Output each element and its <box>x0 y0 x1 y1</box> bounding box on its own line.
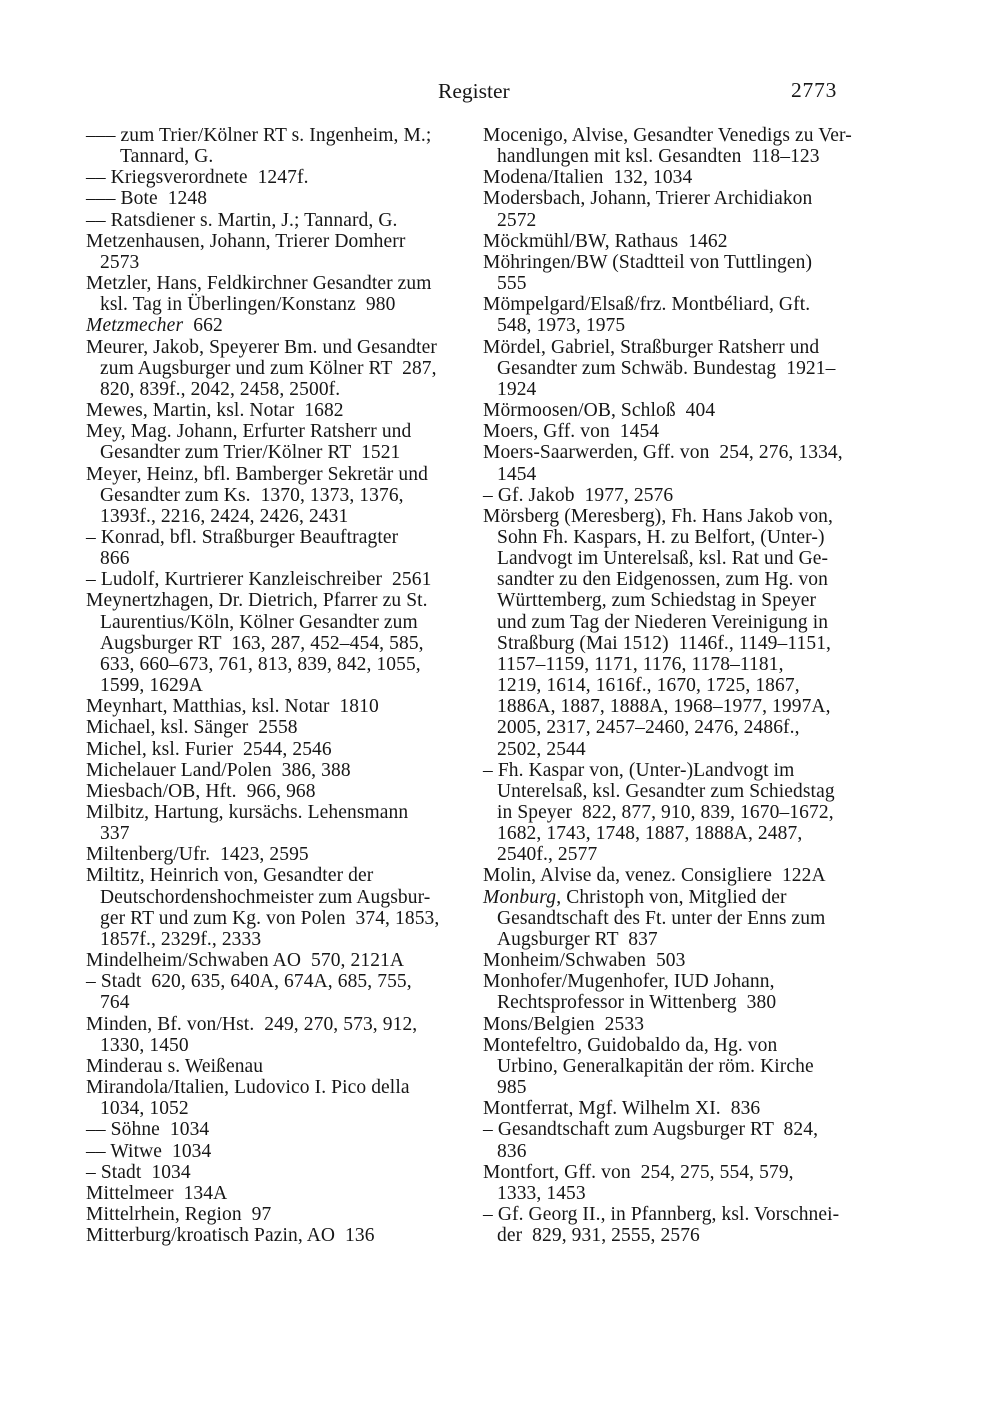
index-line: Metzmecher 662 <box>86 315 223 337</box>
index-line: 1157–1159, 1171, 1176, 1178–1181, <box>497 653 784 675</box>
index-line: –– Söhne 1034 <box>86 1119 210 1141</box>
index-line: Monburg, Christoph von, Mitglied der <box>483 886 787 908</box>
index-line: 2573 <box>100 251 140 273</box>
page-number: 2773 <box>791 78 838 102</box>
index-line: handlungen mit ksl. Gesandten 118–123 <box>497 146 820 168</box>
index-line: ksl. Tag in Überlingen/Konstanz 980 <box>100 294 396 316</box>
index-line: Tannard, G. <box>120 146 214 168</box>
index-line: Michel, ksl. Furier 2544, 2546 <box>86 738 332 760</box>
index-line: Meynertzhagen, Dr. Dietrich, Pfarrer zu St. <box>86 590 428 612</box>
index-line: –– Kriegsverordnete 1247f. <box>86 167 309 189</box>
index-line: 985 <box>497 1077 527 1099</box>
index-column-right <box>483 125 919 1246</box>
index-line: Urbino, Generalkapitän der röm. Kirche <box>497 1055 814 1077</box>
index-line: Mitterburg/kroatisch Pazin, AO 136 <box>86 1225 375 1247</box>
index-line: zum Augsburger und zum Kölner RT 287, <box>100 357 437 379</box>
index-line: Mewes, Martin, ksl. Notar 1682 <box>86 400 344 422</box>
index-line: Monhofer/Mugenhofer, IUD Johann, <box>483 971 775 993</box>
index-line-italic-lead: Metzmecher <box>86 315 184 337</box>
index-line: Mömpelgard/Elsaß/frz. Montbéliard, Gft. <box>483 294 811 316</box>
index-line: Mirandola/Italien, Ludovico I. Pico della <box>86 1077 410 1099</box>
index-line: – Gesandtschaft zum Augsburger RT 824, <box>483 1119 819 1141</box>
index-line: 1393f., 2216, 2424, 2426, 2431 <box>100 505 349 527</box>
index-line: Meynhart, Matthias, ksl. Notar 1810 <box>86 696 379 718</box>
index-line: 820, 839f., 2042, 2458, 2500f. <box>100 378 341 400</box>
index-line: Montefeltro, Guidobaldo da, Hg. von <box>483 1034 778 1056</box>
index-line: Miesbach/OB, Hft. 966, 968 <box>86 780 316 802</box>
index-line: Augsburger RT 163, 287, 452–454, 585, <box>100 632 424 654</box>
index-line: Monheim/Schwaben 503 <box>483 950 686 972</box>
index-line: 1454 <box>497 463 537 485</box>
index-line: – Ludolf, Kurtrierer Kanzleischreiber 2561 <box>86 569 432 591</box>
index-line: 1599, 1629A <box>100 675 203 697</box>
index-line: – Fh. Kaspar von, (Unter-)Landvogt im <box>483 759 795 781</box>
index-line: Unterelsaß, ksl. Gesandter zum Schiedstag <box>497 780 835 802</box>
index-line: Meyer, Heinz, bfl. Bamberger Sekretär und <box>86 463 428 485</box>
index-line: Montferrat, Mgf. Wilhelm XI. 836 <box>483 1098 761 1120</box>
index-line: Miltitz, Heinrich von, Gesandter der <box>86 865 374 887</box>
index-line: Moers-Saarwerden, Gff. von 254, 276, 1334, <box>483 442 843 464</box>
index-line: Straßburg (Mai 1512) 1146f., 1149–1151, <box>497 632 832 654</box>
index-line: Mocenigo, Alvise, Gesandter Venedigs zu Ver- <box>483 125 852 146</box>
index-line: Mittelrhein, Region 97 <box>86 1203 272 1225</box>
index-line: Landvogt im Unterelsaß, ksl. Rat und Ge- <box>497 548 829 570</box>
index-line: 1682, 1743, 1748, 1887, 1888A, 2487, <box>497 823 803 845</box>
index-line: Gesandter zum Trier/Kölner RT 1521 <box>100 442 401 464</box>
index-line: Mindelheim/Schwaben AO 570, 2121A <box>86 950 405 972</box>
index-line: 555 <box>497 273 527 295</box>
index-line: Metzler, Hans, Feldkirchner Gesandter zum <box>86 273 432 295</box>
index-line: Mey, Mag. Johann, Erfurter Ratsherr und <box>86 421 412 443</box>
index-line: 1333, 1453 <box>497 1182 586 1204</box>
index-line: 337 <box>100 823 130 845</box>
index-line: Gesandter zum Schwäb. Bundestag 1921– <box>497 357 836 379</box>
index-line: Möhringen/BW (Stadtteil von Tuttlingen) <box>483 251 813 273</box>
index-line: Michael, ksl. Sänger 2558 <box>86 717 298 739</box>
index-line: Modersbach, Johann, Trierer Archidiakon <box>483 188 813 210</box>
index-line: Deutschordenshochmeister zum Augsbur- <box>100 886 431 908</box>
index-line: Montfort, Gff. von 254, 275, 554, 579, <box>483 1161 794 1183</box>
index-line: Mons/Belgien 2533 <box>483 1013 645 1035</box>
index-line: 836 <box>497 1140 527 1162</box>
index-line: Augsburger RT 837 <box>497 928 658 950</box>
index-line: Rechtsprofessor in Wittenberg 380 <box>497 992 777 1014</box>
index-line: Württemberg, zum Schiedstag in Speyer <box>497 590 817 612</box>
index-line: Mittelmeer 134A <box>86 1182 228 1204</box>
index-line: Minderau s. Weißenau <box>86 1055 264 1077</box>
index-line: und zum Tag der Niederen Vereinigung in <box>497 611 829 633</box>
index-line: Miltenberg/Ufr. 1423, 2595 <box>86 844 309 866</box>
index-line: 2572 <box>497 209 537 231</box>
index-line: – Konrad, bfl. Straßburger Beauftragter <box>86 526 399 548</box>
index-line: 2502, 2544 <box>497 738 586 760</box>
index-line: in Speyer 822, 877, 910, 839, 1670–1672, <box>497 802 834 823</box>
index-line: Milbitz, Hartung, kursächs. Lehensmann <box>86 802 409 823</box>
index-line: 2005, 2317, 2457–2460, 2476, 2486f., <box>497 717 800 739</box>
index-line: – Gf. Jakob 1977, 2576 <box>483 484 674 506</box>
index-line: 1330, 1450 <box>100 1034 189 1056</box>
index-line: Mörsberg (Meresberg), Fh. Hans Jakob von, <box>483 505 833 527</box>
index-line: Sohn Fh. Kaspars, H. zu Belfort, (Unter-) <box>497 526 825 548</box>
index-line: 548, 1973, 1975 <box>497 315 626 337</box>
index-line: Metzenhausen, Johann, Trierer Domherr <box>86 230 406 252</box>
index-column-left <box>86 125 488 1246</box>
index-line: ––– zum Trier/Kölner RT s. Ingenheim, M.; <box>86 125 432 146</box>
index-line: Modena/Italien 132, 1034 <box>483 167 693 189</box>
index-line: ––– Bote 1248 <box>86 188 208 210</box>
index-line: sandter zu den Eidgenossen, zum Hg. von <box>497 569 828 591</box>
index-line: Moers, Gff. von 1454 <box>483 421 660 443</box>
index-line: 1857f., 2329f., 2333 <box>100 928 262 950</box>
index-line: Mörmoosen/OB, Schloß 404 <box>483 400 716 422</box>
index-line: 1924 <box>497 378 537 400</box>
index-line: Möckmühl/BW, Rathaus 1462 <box>483 230 728 252</box>
index-line: – Stadt 1034 <box>86 1161 191 1183</box>
index-line: ger RT und zum Kg. von Polen 374, 1853, <box>100 907 440 929</box>
index-line: – Stadt 620, 635, 640A, 674A, 685, 755, <box>86 971 412 993</box>
index-line: Minden, Bf. von/Hst. 249, 270, 573, 912, <box>86 1013 418 1035</box>
index-line: 1886A, 1887, 1888A, 1968–1977, 1997A, <box>497 696 831 718</box>
index-line: Meurer, Jakob, Speyerer Bm. und Gesandter <box>86 336 437 358</box>
index-line: Molin, Alvise da, venez. Consigliere 122A <box>483 865 826 887</box>
index-line: –– Ratsdiener s. Martin, J.; Tannard, G. <box>86 209 398 231</box>
index-line: 2540f., 2577 <box>497 844 598 866</box>
index-line: 1219, 1614, 1616f., 1670, 1725, 1867, <box>497 675 800 697</box>
index-line: Gesandter zum Ks. 1370, 1373, 1376, <box>100 484 404 506</box>
index-line: –– Witwe 1034 <box>86 1140 212 1162</box>
index-line: 866 <box>100 548 130 570</box>
index-line: Michelauer Land/Polen 386, 388 <box>86 759 351 781</box>
index-line: Mördel, Gabriel, Straßburger Ratsherr und <box>483 336 820 358</box>
index-line: – Gf. Georg II., in Pfannberg, ksl. Vorschnei- <box>483 1203 840 1225</box>
index-line: der 829, 931, 2555, 2576 <box>497 1225 700 1247</box>
index-line: 764 <box>100 992 130 1014</box>
index-line-italic-lead: Monburg <box>483 886 557 908</box>
index-line: 633, 660–673, 761, 813, 839, 842, 1055, <box>100 653 421 675</box>
index-line: Gesandtschaft des Ft. unter der Enns zum <box>497 907 826 929</box>
index-line: Laurentius/Köln, Kölner Gesandter zum <box>100 611 418 633</box>
running-head-title: Register <box>438 79 510 103</box>
index-line: 1034, 1052 <box>100 1098 189 1120</box>
